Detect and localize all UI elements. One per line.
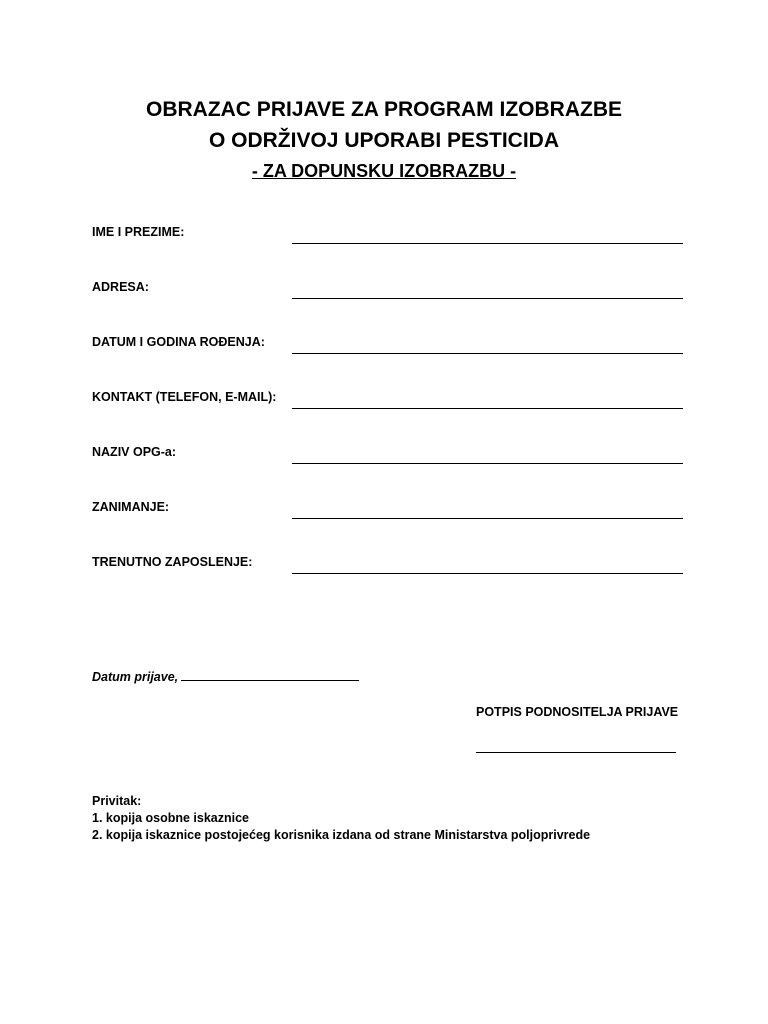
- form-subtitle: - ZA DOPUNSKU IZOBRAZBU -: [251, 161, 517, 181]
- signature-line[interactable]: [476, 752, 676, 753]
- application-date-label: Datum prijave,: [92, 670, 179, 684]
- field-input-line-zanimanje[interactable]: [292, 518, 683, 519]
- field-label-datum-rodjenja: DATUM I GODINA ROĐENJA:: [92, 335, 265, 349]
- field-row-zanimanje: [92, 499, 684, 529]
- field-label-adresa: ADRESA:: [92, 280, 149, 294]
- field-label-kontakt: KONTAKT (TELEFON, E-MAIL):: [92, 390, 277, 404]
- form-title-line-1: OBRAZAC PRIJAVE ZA PROGRAM IZOBRAZBE: [145, 98, 622, 121]
- field-row-naziv-opg: [92, 444, 684, 474]
- form-title-line-2: O ODRŽIVOJ UPORABI PESTICIDA: [208, 129, 560, 152]
- field-input-line-kontakt[interactable]: [292, 408, 683, 409]
- field-row-adresa: [92, 279, 684, 309]
- field-input-line-adresa[interactable]: [292, 298, 683, 299]
- attachments-heading: Privitak:: [92, 794, 142, 808]
- field-input-line-ime-prezime[interactable]: [292, 243, 683, 244]
- field-row-trenutno-zaposlenje: [92, 554, 684, 584]
- field-label-zanimanje: ZANIMANJE:: [92, 500, 170, 514]
- attachment-item: 2. kopija iskaznice postojećeg korisnika izdana od strane Ministarstva poljoprivrede: [92, 828, 591, 842]
- application-date: [92, 668, 359, 685]
- application-date-input-line[interactable]: [181, 668, 359, 681]
- field-row-ime-prezime: [92, 224, 684, 254]
- field-label-naziv-opg: NAZIV OPG-a:: [92, 445, 177, 459]
- signature-label: POTPIS PODNOSITELJA PRIJAVE: [476, 705, 679, 719]
- field-label-ime-prezime: IME I PREZIME:: [92, 225, 185, 239]
- field-input-line-naziv-opg[interactable]: [292, 463, 683, 464]
- attachment-item: 1. kopija osobne iskaznice: [92, 811, 250, 825]
- attachments-section: [92, 793, 590, 844]
- field-row-datum-rodjenja: [92, 334, 684, 364]
- field-input-line-trenutno-zaposlenje[interactable]: [292, 573, 683, 574]
- field-row-kontakt: [92, 389, 684, 419]
- field-label-trenutno-zaposlenje: TRENUTNO ZAPOSLENJE:: [92, 555, 253, 569]
- field-input-line-datum-rodjenja[interactable]: [292, 353, 683, 354]
